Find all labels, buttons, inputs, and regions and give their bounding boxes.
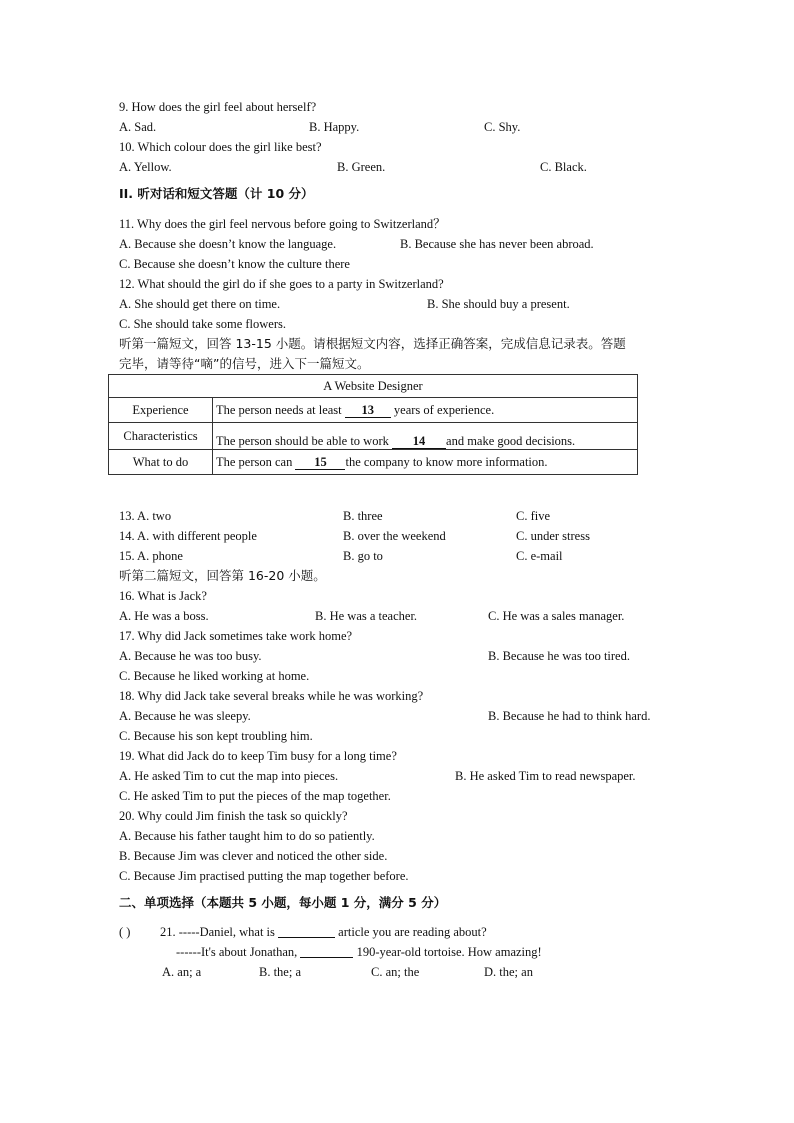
q10-option-a: A. Yellow.: [119, 160, 172, 174]
q9-option-a: A. Sad.: [119, 120, 157, 134]
q19-stem: 19. What did Jack do to keep Tim busy for a long time?: [119, 749, 397, 763]
q20-option-c: C. Because Jim practised putting the map together before.: [119, 869, 409, 883]
q12-stem: 12. What should the girl do if she goes to a party in Switzerland?: [119, 277, 444, 291]
q11-option-c: C. Because she doesn’t know the culture there: [119, 257, 350, 271]
q16-stem: 16. What is Jack?: [119, 589, 207, 603]
passage1-instruction-line1: 听第一篇短文，回答 13-15 小题。请根据短文内容，选择正确答案，完成信息记录表。答题: [119, 336, 626, 351]
q21-line2: [176, 944, 542, 960]
q17-option-a: A. Because he was too busy.: [119, 649, 262, 663]
part-two-title: 二、单项选择（本题共 5 小题，每小题 1 分，满分 5 分）: [119, 895, 447, 910]
q21-blank-1[interactable]: [278, 937, 335, 938]
q17-stem: 17. Why did Jack sometimes take work home?: [119, 629, 353, 643]
q12-option-b: B. She should buy a present.: [427, 297, 570, 311]
q15-option-a: 15. A. phone: [119, 549, 183, 563]
q17-option-b: B. Because he was too tired.: [488, 649, 630, 663]
q9-option-c: C. Shy.: [484, 120, 521, 134]
q20-stem: 20. Why could Jim finish the task so quickly?: [119, 809, 348, 823]
q13-option-b: B. three: [343, 509, 383, 523]
q18-option-c: C. Because his son kept troubling him.: [119, 729, 313, 743]
q21-answer-paren[interactable]: ( ): [119, 925, 131, 939]
q15-option-b: B. go to: [343, 549, 383, 563]
row-text-post: years of experience.: [390, 402, 495, 417]
q16-option-c: C. He was a sales manager.: [488, 609, 625, 623]
q21-line2-post: 190-year-old tortoise. How amazing!: [353, 945, 542, 959]
q14-option-a: 14. A. with different people: [119, 529, 257, 543]
q11-option-b: B. Because she has never been abroad.: [400, 237, 594, 251]
passage2-instruction: 听第二篇短文，回答第 16-20 小题。: [119, 568, 326, 583]
q10-option-b: B. Green.: [337, 160, 386, 174]
row-label: Characteristics: [109, 423, 213, 450]
q10-stem: 10. Which colour does the girl like best?: [119, 140, 322, 154]
q21-option-c: C. an; the: [371, 965, 420, 979]
q10-option-c: C. Black.: [540, 160, 587, 174]
section-ii-title: II. 听对话和短文答题（计 10 分）: [119, 186, 314, 201]
q13-option-a: 13. A. two: [119, 509, 172, 523]
q20-option-a: A. Because his father taught him to do so patiently.: [119, 829, 375, 843]
row-text-pre: The person needs at least: [216, 402, 345, 417]
q16-option-b: B. He was a teacher.: [315, 609, 418, 623]
q21-option-b: B. the; a: [259, 965, 302, 979]
row-label: What to do: [109, 450, 213, 475]
table-row: [109, 450, 638, 475]
q20-option-b: B. Because Jim was clever and noticed the other side.: [119, 849, 388, 863]
q9-stem: 9. How does the girl feel about herself?: [119, 100, 317, 114]
q15-option-c: C. e-mail: [516, 549, 563, 563]
q12-option-a: A. She should get there on time.: [119, 297, 281, 311]
q19-option-a: A. He asked Tim to cut the map into pieces.: [119, 769, 339, 783]
q12-option-c: C. She should take some flowers.: [119, 317, 286, 331]
q19-option-c: C. He asked Tim to put the pieces of the map together.: [119, 789, 391, 803]
row-text-post: the company to know more information.: [345, 454, 548, 469]
q19-option-b: B. He asked Tim to read newspaper.: [455, 769, 636, 783]
row-label: Experience: [109, 398, 213, 423]
row-text-pre: The person can: [216, 454, 296, 469]
q18-stem: 18. Why did Jack take several breaks while he was working?: [119, 689, 424, 703]
q21-line1-post: article you are reading about?: [335, 925, 487, 939]
q21-option-a: A. an; a: [162, 965, 202, 979]
q21-line1: [160, 924, 487, 940]
answer-blank-15[interactable]: 15: [295, 455, 345, 470]
q14-option-c: C. under stress: [516, 529, 590, 543]
q21-line2-pre: ------It's about Jonathan,: [176, 945, 301, 959]
row-content: [213, 450, 638, 475]
q21-option-d: D. the; an: [484, 965, 533, 979]
row-content: [213, 423, 638, 450]
q14-option-b: B. over the weekend: [343, 529, 446, 543]
row-text-pre: The person should be able to work: [216, 434, 393, 448]
q9-option-b: B. Happy.: [309, 120, 360, 134]
info-record-table: [108, 374, 638, 475]
table-row: [109, 423, 638, 450]
row-content: [213, 398, 638, 423]
answer-blank-13[interactable]: 13: [345, 403, 391, 418]
q18-option-a: A. Because he was sleepy.: [119, 709, 251, 723]
q13-option-c: C. five: [516, 509, 551, 523]
q18-option-b: B. Because he had to think hard.: [488, 709, 651, 723]
q16-option-a: A. He was a boss.: [119, 609, 209, 623]
q11-stem: 11. Why does the girl feel nervous before going to Switzerland？: [119, 217, 446, 231]
q21-line1-pre: 21. -----Daniel, what is: [160, 925, 279, 939]
table-title: A Website Designer: [109, 375, 638, 398]
table-row: [109, 398, 638, 423]
answer-blank-14[interactable]: 14: [392, 434, 446, 449]
row-text-post: and make good decisions.: [446, 434, 576, 448]
q21-blank-2[interactable]: [300, 957, 353, 958]
q11-option-a: A. Because she doesn’t know the language.: [119, 237, 337, 251]
passage1-instruction-line2: 完毕，请等待“嘀”的信号，进入下一篇短文。: [119, 356, 370, 371]
q17-option-c: C. Because he liked working at home.: [119, 669, 310, 683]
